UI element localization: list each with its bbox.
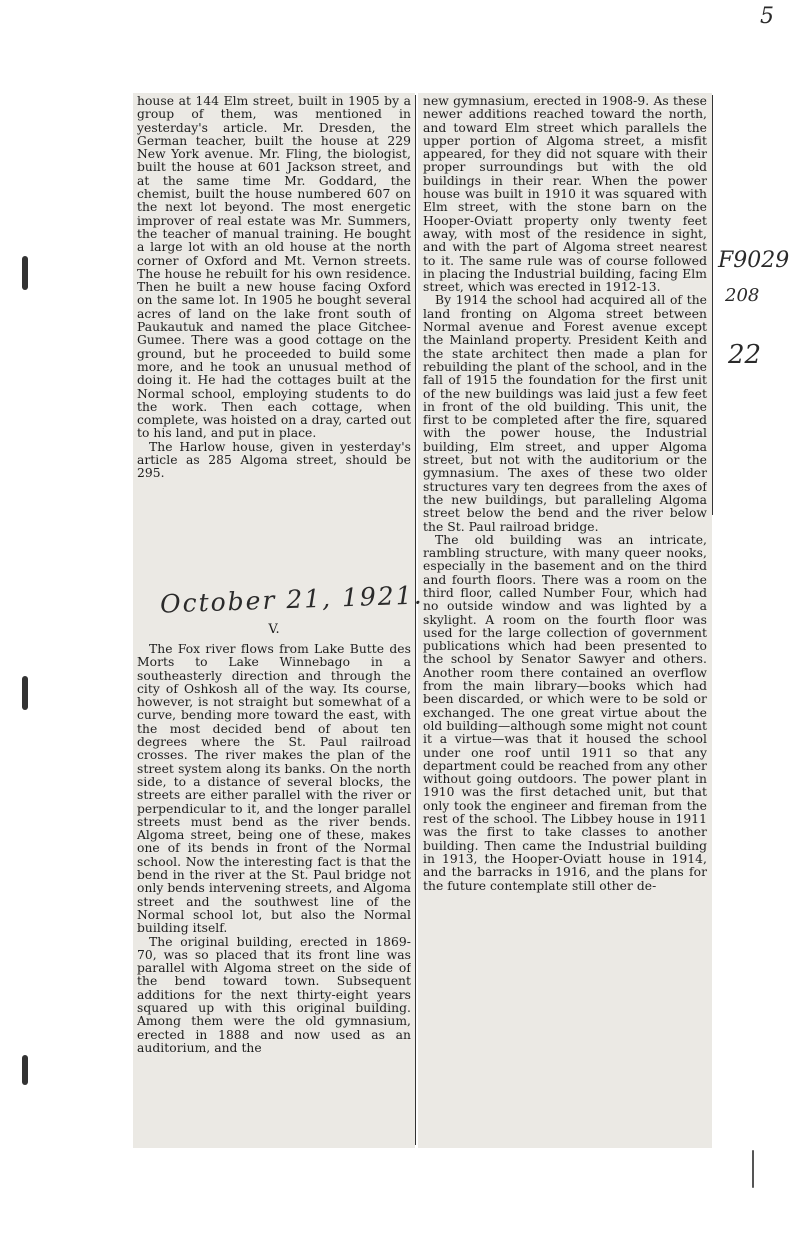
- page-number-annotation: 5: [760, 4, 774, 29]
- section-heading: V.: [268, 622, 280, 637]
- column-rule: [415, 95, 416, 1145]
- catalog-code-annotation-2: 208: [725, 285, 760, 306]
- left-column-bottom-text: [137, 643, 411, 1148]
- paragraph: The Harlow house, given in yesterday's article as 285 Algoma street, should be 295.: [137, 439, 411, 481]
- paragraph: By 1914 the school had acquired all of the land fronting on Algoma street between Normal avenue and Forest avenue except the Mainland property. President Keith and the state architect then made a plan for rebuilding the plant of the school, and in the fall of 1915 the foundation for the first unit of the new buildings was laid just a few feet in front of the old building. This unit, the first to be completed after the fire, squared with the power house, the Industrial building, Elm street, and upper Algoma street, but not with the auditorium or the gymnasium. The axes of these two older structures vary ten degrees from the axes of the new buildings, but paralleling Algoma street below the bend and the river below the St. Paul railroad bridge.: [423, 293, 707, 534]
- handwritten-date: October 21, 1921.: [159, 580, 425, 619]
- paragraph: The Fox river flows from Lake Butte des Morts to Lake Winnebago in a southeasterly direction and through the city of Oshkosh all of the way. Its course, however, is not straight but somewhat of a curve, bending more toward the east, with the most decided bend of about ten degrees where the St. Paul railroad crosses. The river makes the plan of the street system along its banks. On the north side, to a distance of several blocks, the streets are either parallel with the river or perpendicular to it, and the longer parallel streets must bend as the river bends. Algoma street, being one of these, makes one of its bends in front of the Normal school. Now the interesting fact is that the bend in the river at the St. Paul bridge not only bends intervening streets, and Algoma street and the southwest line of the Normal school lot, but also the Normal building itself.: [137, 643, 411, 936]
- paragraph: The original building, erected in 1869-70, was so placed that its front line was parallel with Algoma street on the side of the bend toward town. Subsequent additions for the next thirty-eight years squared up with this original building. Among them were the old gymnasium, erected in 1888 and now used as an auditorium, and the: [137, 934, 411, 1055]
- catalog-code-annotation: F9029: [718, 248, 790, 273]
- paragraph: house at 144 Elm street, built in 1905 by a group of them, was mentioned in yesterday's article. Mr. Dresden, the German teacher, built the house at 229 New York avenue. Mr. Fling, the biologist, built the house at 601 Jackson street, and at the same time Mr. Goddard, the chemist, built the house numbered 607 on the next lot beyond. The most energetic improver of real estate was Mr. Summers, the teacher of manual training. He bought a large lot with an old house at the north corner of Oxford and Mt. Vernon streets. The house he rebuilt for his own residence. Then he built a new house facing Oxford on the same lot. In 1905 he bought several acres of land on the lake front south of Paukautuk and named the place Gitchee-Gumee. There was a good cottage on the ground, but he proceeded to build some more, and he took an unusual method of doing it. He had the cottages built at the Normal school, employing students to do the work. Then each cottage, when complete, was hoisted on a dray, carted out to his land, and put in place.: [137, 95, 411, 441]
- right-column-text: [423, 95, 707, 1145]
- column-rule: [712, 95, 713, 515]
- edge-mark: [752, 1150, 754, 1188]
- paragraph: The old building was an intricate, rambling structure, with many queer nooks, especially in the basement and on the third and fourth floors. There was a room on the third floor, called Number Four, which had no outside window and was lighted by a skylight. A room on the fourth floor was used for the large collection of government publications which had been presented to the school by Senator Sawyer and others. Another room there contained an overflow from the main library—books which had been discarded, or which were to be sold or exchanged. The one great virtue about the old building—although some might not count it a virtue—was that it housed the school under one roof until 1911 so that any department could be reached from any other without going outdoors. The power plant in 1910 was the first detached unit, but that only took the engineer and fireman from the rest of the school. The Libbey house in 1911 was the first to take classes to another building. Then came the Industrial building in 1913, the Hooper-Oviatt house in 1914, and the barracks in 1916, and the plans for the future contemplate still other de-: [423, 532, 707, 893]
- paragraph: new gymnasium, erected in 1908-9. As these newer additions reached toward the north, and toward Elm street which parallels the upper portion of Algoma street, a misfit appeared, for they did not square with their proper surroundings but with the old buildings in their rear. When the power house was built in 1910 it was squared with Elm street, with the stone barn on the Hooper-Oviatt property only twenty feet away, with most of the residence in sight, and with the part of Algoma street nearest to it. The same rule was of course followed in placing the Industrial building, facing Elm street, which was erected in 1912-13.: [423, 95, 707, 295]
- left-column-top-text: [137, 95, 411, 583]
- item-number-annotation: 22: [728, 340, 762, 370]
- binding-hole-mark: [22, 676, 28, 710]
- binding-hole-mark: [22, 1055, 28, 1085]
- binding-hole-mark: [22, 256, 28, 290]
